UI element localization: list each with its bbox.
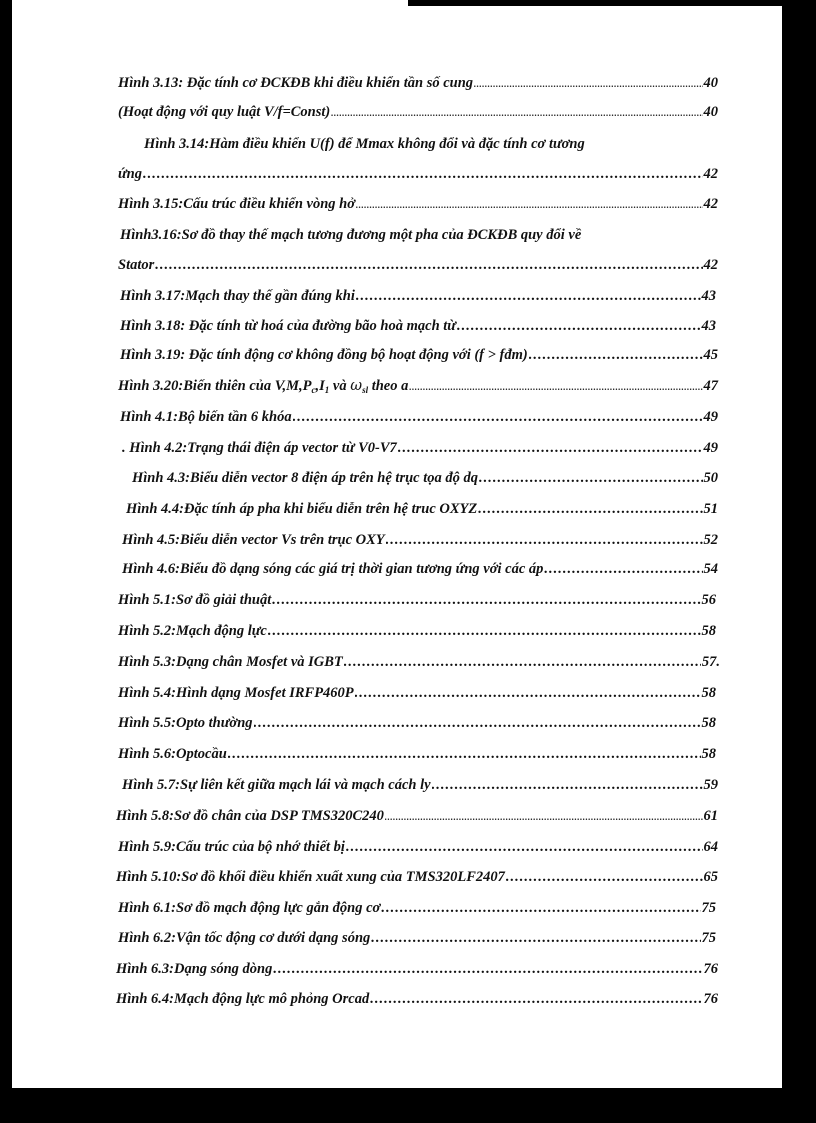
document-page — [12, 0, 782, 1088]
entry-page: 54 — [703, 561, 718, 577]
entry-page: 58 — [701, 623, 716, 639]
toc-entry — [118, 744, 716, 764]
dot-leader — [355, 683, 701, 703]
entry-page: 75 — [701, 900, 716, 916]
entry-label: Hình 6.3:Dạng sóng dòng — [116, 961, 273, 977]
toc-entry — [122, 775, 718, 795]
dot-leader — [432, 775, 703, 795]
toc-entry — [118, 102, 718, 122]
toc-entry — [118, 164, 718, 184]
toc-entry — [120, 345, 718, 365]
toc-entry — [118, 683, 716, 703]
dot-leader — [273, 959, 702, 979]
toc-entry — [122, 530, 718, 550]
scan-border — [408, 0, 816, 6]
entry-label: ứng — [118, 166, 143, 182]
entry-page: 76 — [703, 961, 718, 977]
entry-label: Stator — [118, 257, 155, 273]
dot-leader — [346, 837, 703, 857]
entry-page: 49 — [703, 409, 718, 425]
entry-label: Hình 6.2:Vận tốc động cơ dưới dạng sóng — [118, 930, 371, 946]
dot-leader — [479, 468, 703, 488]
entry-label: Hình 5.9:Cấu trúc của bộ nhớ thiết bị — [118, 839, 345, 855]
dot-leader — [371, 928, 700, 948]
toc-entry — [120, 286, 716, 306]
entry-label: Hình 3.17:Mạch thay thế gần đúng khi — [120, 288, 355, 304]
toc-entry — [118, 928, 716, 948]
toc-entry — [120, 316, 716, 336]
toc-entry — [118, 376, 718, 396]
entry-page: 50 — [703, 470, 718, 486]
entry-label: Hình 4.3:Biểu diễn vector 8 điện áp trên hệ trục tọa độ dq — [132, 470, 478, 486]
dot-leader — [398, 438, 703, 458]
dot-leader — [385, 806, 703, 827]
entry-label: Hình 3.15:Cấu trúc điều khiển vòng hở — [118, 196, 356, 212]
toc-entry — [122, 559, 718, 579]
dot-leader — [254, 713, 701, 733]
entry-label: Hình3.16:Sơ đồ thay thế mạch tương đương một pha của ĐCKĐB quy đổi về — [120, 227, 582, 243]
toc-entry — [132, 468, 718, 488]
entry-page: 61 — [703, 808, 718, 824]
entry-label: Hình 3.13: Đặc tính cơ ĐCKĐB khi điều khiển tần số cung — [118, 75, 474, 91]
dot-leader — [474, 73, 702, 94]
entry-page: 42 — [703, 257, 718, 273]
entry-label: Hình 5.6:Optocầu — [118, 746, 227, 762]
dot-leader — [386, 530, 703, 550]
dot-leader — [268, 621, 701, 641]
toc-entry — [120, 407, 718, 427]
dot-leader — [155, 255, 702, 275]
entry-label: Hình 6.1:Sơ đồ mạch động lực gắn động cơ — [118, 900, 381, 916]
toc-entry — [118, 590, 716, 610]
toc-entry — [144, 134, 704, 154]
entry-page: 65 — [703, 869, 718, 885]
entry-page: 58 — [701, 685, 716, 701]
entry-page: 56 — [701, 592, 716, 608]
entry-label: Hình 4.4:Đặc tính áp pha khi biểu diễn trên hệ truc OXYZ — [126, 501, 478, 517]
toc-entry — [116, 989, 718, 1009]
toc-entry — [118, 837, 718, 857]
entry-page: 49 — [703, 440, 718, 456]
toc-entry — [118, 255, 718, 275]
dot-leader — [370, 989, 702, 1009]
dot-leader — [478, 499, 702, 519]
entry-page: 43 — [701, 288, 716, 304]
toc-entry — [118, 713, 716, 733]
dot-leader — [409, 376, 702, 397]
entry-label: Hình 4.5:Biểu diễn vector Vs trên trục OXY — [122, 532, 385, 548]
dot-leader — [143, 164, 702, 184]
dot-leader — [356, 194, 702, 215]
entry-label: Hình 4.6:Biểu đồ dạng sóng các giá trị thời gian tương ứng với các áp — [122, 561, 544, 577]
toc-entry — [118, 652, 720, 672]
dot-leader — [544, 559, 702, 579]
entry-page: 58 — [701, 746, 716, 762]
toc-entry — [118, 898, 716, 918]
toc-entry — [120, 225, 720, 245]
entry-page: 43 — [701, 318, 716, 334]
entry-page: 59 — [703, 777, 718, 793]
entry-label: Hình 3.18: Đặc tính từ hoá của đường bão hoà mạch từ — [120, 318, 456, 334]
entry-page: 76 — [703, 991, 718, 1007]
entry-label: Hình 5.5:Opto thường — [118, 715, 253, 731]
entry-label: Hình 5.1:Sơ đồ giải thuật — [118, 592, 272, 608]
entry-label: . Hình 4.2:Trạng thái điện áp vector từ V0-V7 — [122, 440, 397, 456]
entry-label: (Hoạt động với quy luật V/f=Const) — [118, 104, 331, 120]
entry-label: Hình 4.1:Bộ biến tần 6 khóa — [120, 409, 292, 425]
entry-page: 57. — [701, 654, 720, 670]
entry-label: Hình 5.8:Sơ đồ chân của DSP TMS320C240 — [116, 808, 384, 824]
entry-page: 75 — [701, 930, 716, 946]
toc-entry — [118, 73, 718, 93]
toc-entry — [116, 959, 718, 979]
entry-label: Hình 6.4:Mạch động lực mô phỏng Orcad — [116, 991, 370, 1007]
entry-label: Hình 3.20:Biến thiên của $V,M,P_c,I_1$ và $\omega_{sl}$ theo a — [118, 378, 409, 395]
entry-page: 42 — [703, 196, 718, 212]
dot-leader — [457, 316, 701, 336]
entry-label: Hình 3.14:Hàm điều khiển U(f) để Mmax không đổi và đặc tính cơ tương — [144, 136, 585, 152]
dot-leader — [228, 744, 701, 764]
toc-entry — [126, 499, 718, 519]
entry-label: Hình 5.4:Hình dạng Mosfet IRFP460P — [118, 685, 354, 701]
toc-entry — [122, 438, 718, 458]
dot-leader — [356, 286, 701, 306]
entry-label: Hình 5.10:Sơ đồ khối điều khiển xuất xung của TMS320LF2407 — [116, 869, 505, 885]
entry-page: 51 — [703, 501, 718, 517]
toc-entry — [118, 621, 716, 641]
toc-entry — [116, 867, 718, 887]
dot-leader — [272, 590, 700, 610]
entry-label: Hình 5.2:Mạch động lực — [118, 623, 267, 639]
dot-leader — [344, 652, 701, 672]
dot-leader — [293, 407, 703, 427]
entry-page: 45 — [703, 347, 718, 363]
entry-label: Hình 3.19: Đặc tính động cơ không đồng bộ hoạt động với (f > fđm) — [120, 347, 528, 363]
entry-label: Hình 5.3:Dạng chân Mosfet và IGBT — [118, 654, 343, 670]
entry-page: 42 — [703, 166, 718, 182]
entry-page: 52 — [703, 532, 718, 548]
dot-leader — [529, 345, 703, 365]
omega-symbol: ω — [350, 378, 363, 394]
entry-page: 58 — [701, 715, 716, 731]
entry-label: Hình 5.7:Sự liên kết giữa mạch lái và mạch cách ly — [122, 777, 431, 793]
toc-entry — [118, 194, 718, 214]
dot-leader — [381, 898, 700, 918]
entry-page: 64 — [703, 839, 718, 855]
entry-page: 40 — [703, 75, 718, 91]
toc-entry — [116, 806, 718, 826]
entry-page: 40 — [703, 104, 718, 120]
dot-leader — [506, 867, 703, 887]
dot-leader — [331, 102, 702, 123]
entry-page: 47 — [703, 378, 718, 394]
